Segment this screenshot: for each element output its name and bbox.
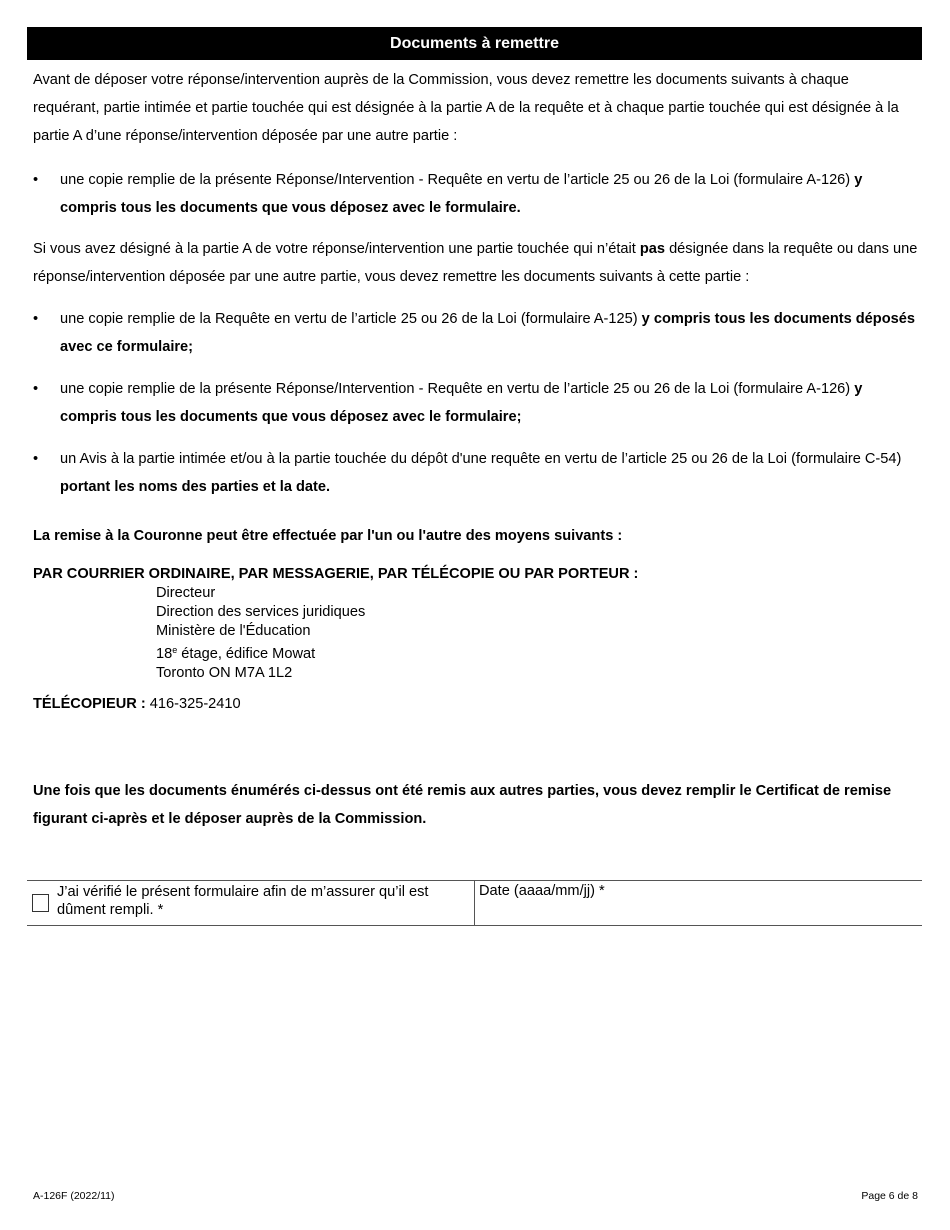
intro-paragraph: Avant de déposer votre réponse/intervention auprès de la Commission, vous devez remettre les documents suivants à chaque requérant, partie intimée et partie touchée qui est désignée à la partie A de la requête et à chaque partie touchée qui est désignée à la partie A d’une réponse/intervention déposée par une autre partie :: [33, 72, 899, 144]
second-paragraph: [33, 235, 918, 291]
para2-after: désignée dans la requête ou dans une réponse/intervention déposée par une autre partie, vous devez remettre les documents suivants à cette partie :: [33, 241, 918, 285]
bullet-icon: •: [33, 172, 39, 188]
list-item: [33, 375, 918, 431]
crown-heading: La remise à la Couronne peut être effectuée par l'un ou l'autre des moyens suivants :: [33, 528, 623, 544]
bullet-icon: •: [33, 451, 39, 467]
bullet-icon: •: [33, 311, 39, 327]
address-line: 18e étage, édifice Mowat: [156, 645, 316, 662]
bullet-text: une copie remplie de la Requête en vertu de l’article 25 ou 26 de la Loi (formulaire A-125): [60, 311, 642, 327]
para2-bold: pas: [639, 241, 666, 257]
section-title: Documents à remettre: [390, 34, 559, 52]
fax-label: TÉLÉCOPIEUR :: [33, 696, 146, 712]
list-item: [33, 166, 918, 222]
verification-checkbox[interactable]: [32, 894, 49, 912]
list-item: [33, 305, 918, 361]
checkbox-label: J’ai vérifié le présent formulaire afin de m’assurer qu’il est dûment rempli. *: [57, 884, 429, 918]
bullet-text-bold: y compris tous les documents que vous déposez avec le formulaire;: [60, 381, 863, 425]
mail-heading: PAR COURRIER ORDINAIRE, PAR MESSAGERIE, PAR TÉLÉCOPIE OU PAR PORTEUR :: [33, 566, 639, 582]
form-code: A-126F (2022/11): [33, 1190, 115, 1202]
date-field[interactable]: [475, 881, 926, 927]
date-label: Date (aaaa/mm/jj) *: [479, 883, 605, 899]
para2-before: Si vous avez désigné à la partie A de votre réponse/intervention une partie touchée qui n’était: [33, 241, 640, 257]
checkbox-cell: [27, 881, 475, 925]
bullet-text-bold: y compris tous les documents déposés avec ce formulaire;: [60, 311, 915, 355]
bullet-text: une copie remplie de la présente Réponse/Intervention - Requête en vertu de l’article 25 ou 26 de la Loi (formulaire A-126): [60, 172, 855, 188]
address-line: Direction des services juridiques: [156, 604, 366, 620]
closing-paragraph: Une fois que les documents énumérés ci-dessus ont été remis aux autres parties, vous devez remplir le Certificat de remise figurant ci-après et le déposer auprès de la Commission.: [33, 783, 892, 827]
bullet-text: un Avis à la partie intimée et/ou à la partie touchée du dépôt d'une requête en vertu de l’article 25 ou 26 de la Loi (formulaire C-54): [60, 451, 902, 467]
certification-row: [27, 880, 922, 926]
address-line: Directeur: [156, 585, 216, 601]
bullet-text-bold: portant les noms des parties et la date.: [60, 479, 331, 495]
section-header: [27, 27, 922, 60]
list-item: [33, 445, 918, 501]
mailing-address: [156, 584, 365, 683]
fax-number: 416-325-2410: [149, 696, 241, 712]
bullet-text-bold: y compris tous les documents que vous déposez avec le formulaire.: [60, 172, 863, 216]
address-line: Toronto ON M7A 1L2: [156, 665, 293, 681]
bullet-icon: •: [33, 381, 39, 397]
page-number: Page 6 de 8: [861, 1190, 918, 1202]
fax-line: [33, 696, 241, 712]
date-cell[interactable]: [475, 881, 922, 925]
address-line: Ministère de l'Éducation: [156, 623, 311, 639]
bullet-text: une copie remplie de la présente Réponse/Intervention - Requête en vertu de l’article 25 ou 26 de la Loi (formulaire A-126): [60, 381, 855, 397]
